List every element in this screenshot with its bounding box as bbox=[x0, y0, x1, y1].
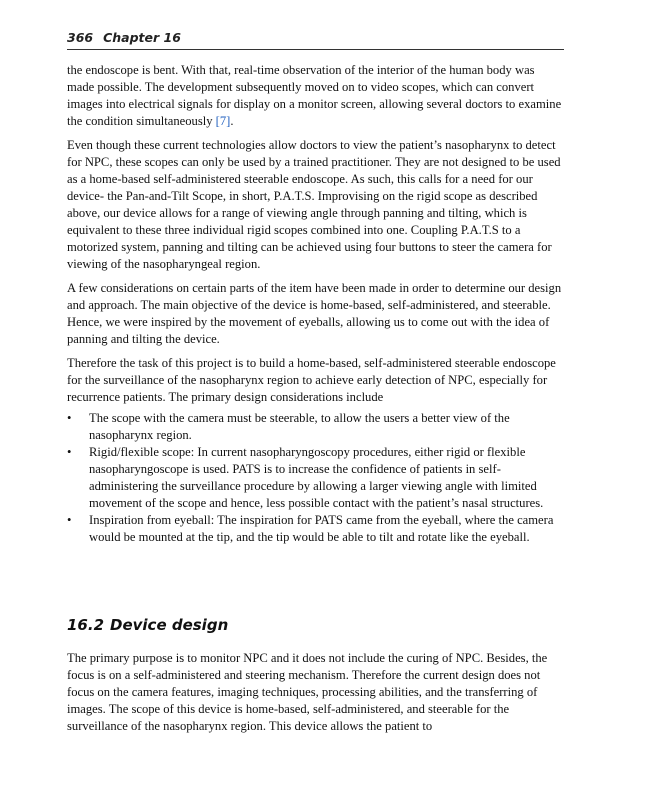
list-item bbox=[67, 512, 564, 546]
running-head bbox=[67, 30, 564, 45]
section-number: 16.2 bbox=[67, 616, 105, 634]
list-item bbox=[67, 410, 564, 444]
section-heading bbox=[67, 616, 564, 634]
paragraph-text: the endoscope is bent. With that, real-time observation of the interior of the human body was made possible. The development subsequently moved on to video scopes, which can convert images into electrical signals for display on a monitor screen, allowing several doctors to examine the condition simultaneously bbox=[67, 63, 562, 128]
chapter-label: Chapter 16 bbox=[103, 30, 181, 45]
body-text bbox=[67, 62, 564, 546]
paragraph bbox=[67, 62, 564, 130]
paragraph-end: . bbox=[230, 114, 234, 128]
list-item-text: Inspiration from eyeball: The inspiration for PATS came from the eyeball, where the camera would be mounted at the tip, and the tip would be able to tilt and rotate like the eyeball. bbox=[89, 513, 554, 544]
paragraph: The primary purpose is to monitor NPC and it does not include the curing of NPC. Besides, the focus is on a self-administered and steering mechanism. Therefore the current design does not focus on the camera features, imaging techniques, processing abilities, and the transferring of images. The scope of this device is home-based, self-administered, and steerable for the surveillance of the nasopharynx region. This device allows the patient to bbox=[67, 651, 548, 733]
paragraph: Even though these current technologies allow doctors to view the patient’s nasopharynx to detect for NPC, these scopes can only be used by a trained practitioner. They are not designed to be used as a home-based self-administered steerable endoscope. As such, this calls for a need for our device- the Pan-and-Tilt Scope, in short, P.A.T.S. Improvising on the rigid scope as described above, our device allows for a range of viewing angle through panning and tilting, which is equivalent to these three individual rigid scopes combined into one. Coupling P.A.T.S to a motorized system, panning and tilting can be achieved using four buttons to steer the camera for viewing of the nasopharyngeal region. bbox=[67, 138, 561, 271]
paragraph: Therefore the task of this project is to build a home-based, self-administered steerable endoscope for the surveillance of the nasopharynx region to achieve early detection of NPC, especially for recurrence patients. The primary design considerations include bbox=[67, 356, 556, 404]
citation-link[interactable]: [7] bbox=[215, 114, 231, 128]
section-body bbox=[67, 650, 564, 735]
bullet-icon: • bbox=[67, 513, 72, 527]
bullet-icon: • bbox=[67, 411, 72, 425]
paragraph: A few considerations on certain parts of the item have been made in order to determine our design and approach. The main objective of the device is home-based, self-administered, and steerable. Hence, we were inspired by the movement of eyeballs, allowing us to come out with the idea of panning and tilting the device. bbox=[67, 281, 562, 346]
header-rule bbox=[67, 49, 564, 50]
bullet-icon: • bbox=[67, 445, 72, 459]
page-number: 366 bbox=[67, 30, 94, 45]
list-item-text: Rigid/flexible scope: In current nasopharyngoscopy procedures, either rigid or flexible nasopharyngoscope is used. PATS is to increase the confidence of patients in self-administering the surveillance procedure by allowing a larger viewing angle with limited movement of the scope and hence, less possible contact with the patient’s nasal structures. bbox=[89, 445, 544, 510]
list-item bbox=[67, 444, 564, 512]
section-title: Device design bbox=[110, 616, 229, 634]
list-item-text: The scope with the camera must be steerable, to allow the users a better view of the nasopharynx region. bbox=[89, 411, 510, 442]
bullet-list bbox=[67, 410, 564, 546]
